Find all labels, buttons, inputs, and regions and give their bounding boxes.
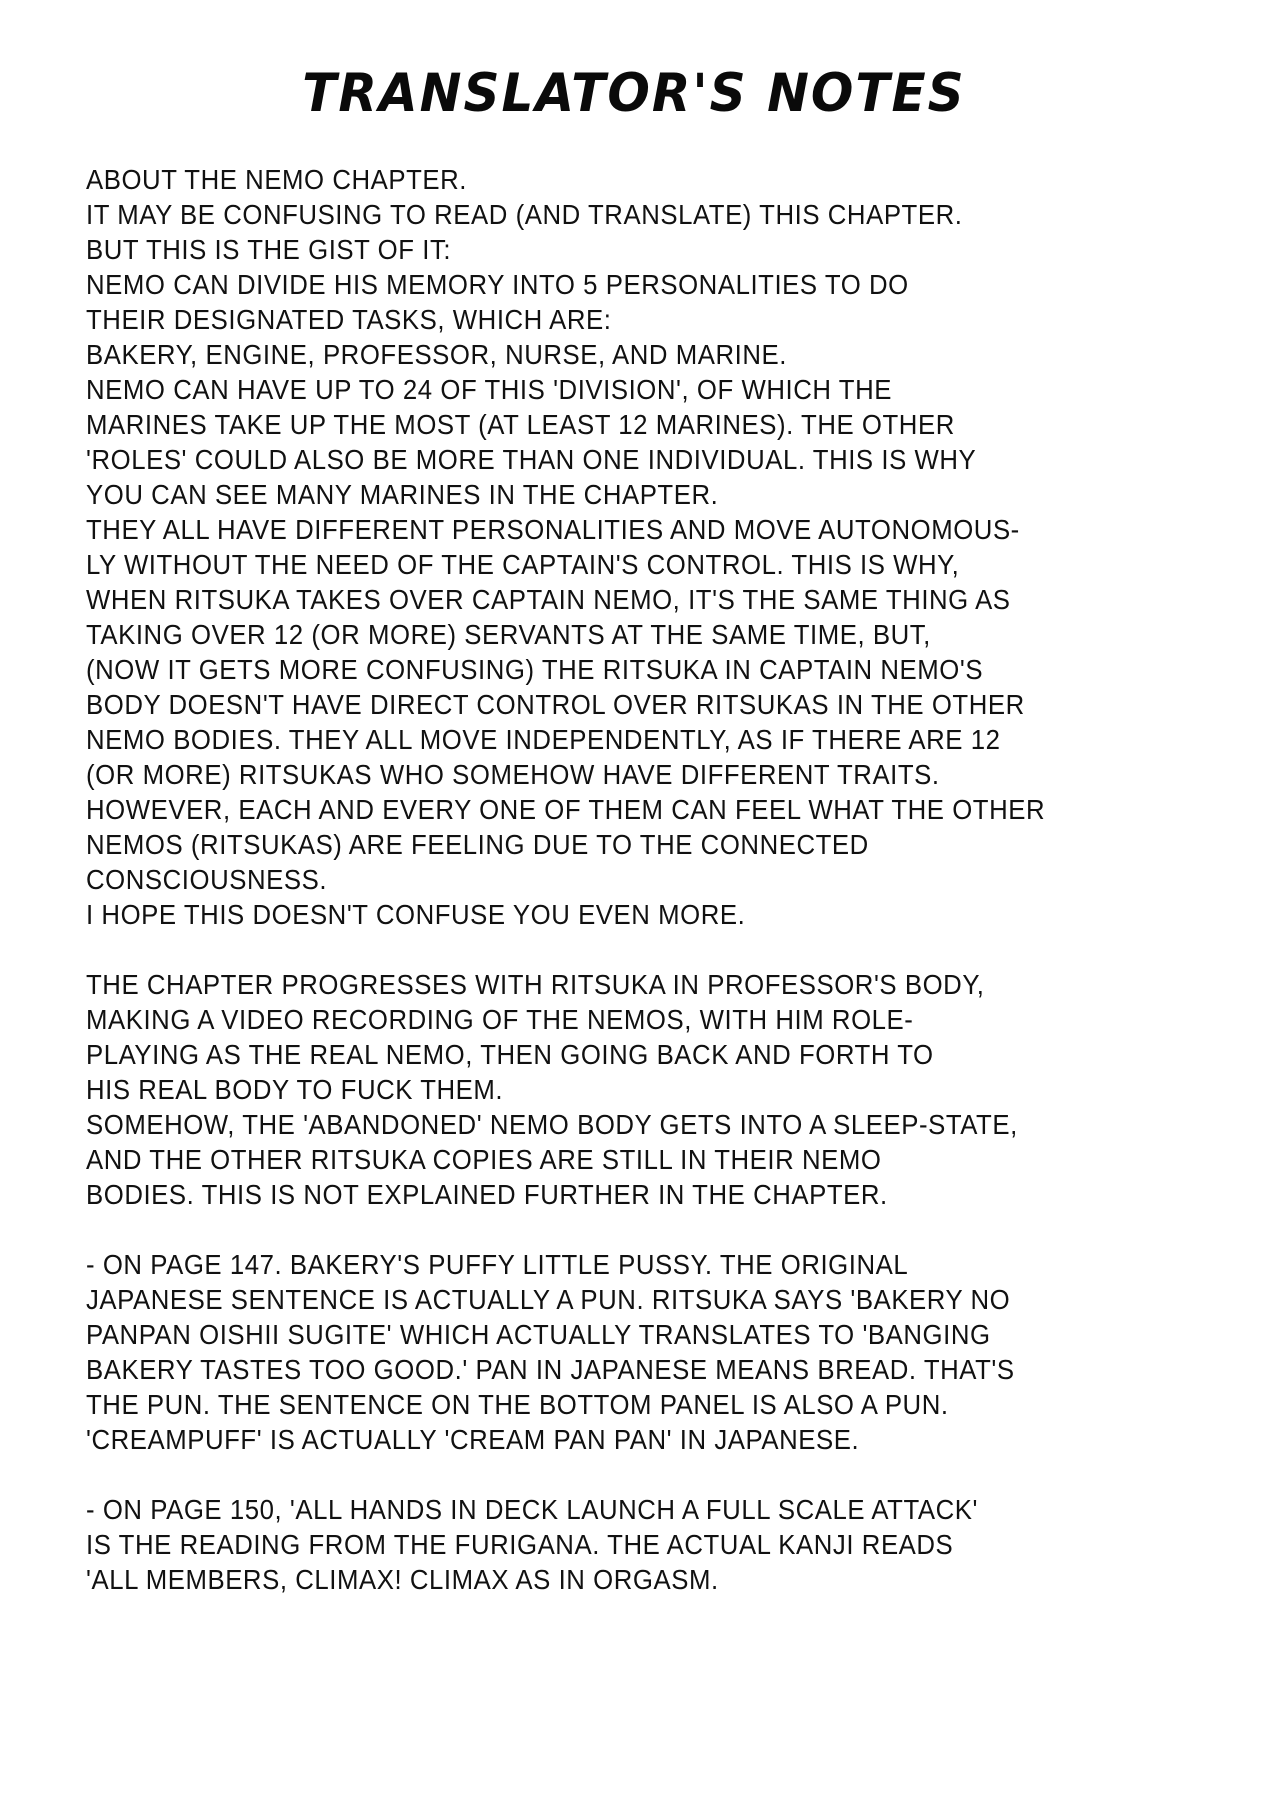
text-line: NEMO CAN DIVIDE HIS MEMORY INTO 5 PERSONALITIES TO DO: [86, 269, 909, 300]
section-nemo-overview: [86, 162, 1196, 932]
text-line: THE CHAPTER PROGRESSES WITH RITSUKA IN PROFESSOR'S BODY,: [86, 969, 985, 1000]
text-line: 'CREAMPUFF' IS ACTUALLY 'CREAM PAN PAN' IN JAPANESE.: [86, 1424, 860, 1455]
page-title: TRANSLATOR'S NOTES: [302, 62, 966, 124]
text-line: I HOPE THIS DOESN'T CONFUSE YOU EVEN MORE.: [86, 899, 746, 930]
text-line: (NOW IT GETS MORE CONFUSING) THE RITSUKA IN CAPTAIN NEMO'S: [86, 654, 984, 685]
text-line: BUT THIS IS THE GIST OF IT:: [86, 234, 452, 265]
section-page-150-note: [86, 1492, 1196, 1597]
text-line: PANPAN OISHII SUGITE' WHICH ACTUALLY TRANSLATES TO 'BANGING: [86, 1319, 991, 1350]
text-line: MARINES TAKE UP THE MOST (AT LEAST 12 MARINES). THE OTHER: [86, 409, 955, 440]
text-line: YOU CAN SEE MANY MARINES IN THE CHAPTER.: [86, 479, 719, 510]
text-line: NEMOS (RITSUKAS) ARE FEELING DUE TO THE CONNECTED: [86, 829, 869, 860]
text-line: HIS REAL BODY TO FUCK THEM.: [86, 1074, 504, 1105]
section-page-147-note: [86, 1247, 1196, 1457]
text-line: BODY DOESN'T HAVE DIRECT CONTROL OVER RITSUKAS IN THE OTHER: [86, 689, 1025, 720]
text-line: IS THE READING FROM THE FURIGANA. THE ACTUAL KANJI READS: [86, 1529, 954, 1560]
section-chapter-progression: [86, 967, 1196, 1212]
paragraph-spacer: [86, 1212, 1196, 1247]
text-line: THE PUN. THE SENTENCE ON THE BOTTOM PANEL IS ALSO A PUN.: [86, 1389, 949, 1420]
text-line: AND THE OTHER RITSUKA COPIES ARE STILL IN THEIR NEMO: [86, 1144, 882, 1175]
text-line: JAPANESE SENTENCE IS ACTUALLY A PUN. RITSUKA SAYS 'BAKERY NO: [86, 1284, 1011, 1315]
text-line: 'ROLES' COULD ALSO BE MORE THAN ONE INDIVIDUAL. THIS IS WHY: [86, 444, 977, 475]
text-line: HOWEVER, EACH AND EVERY ONE OF THEM CAN FEEL WHAT THE OTHER: [86, 794, 1046, 825]
text-line: SOMEHOW, THE 'ABANDONED' NEMO BODY GETS INTO A SLEEP-STATE,: [86, 1109, 1018, 1140]
text-line: THEY ALL HAVE DIFFERENT PERSONALITIES AND MOVE AUTONOMOUS-: [86, 514, 1020, 545]
text-line: BODIES. THIS IS NOT EXPLAINED FURTHER IN THE CHAPTER.: [86, 1179, 888, 1210]
text-line: - ON PAGE 147. BAKERY'S PUFFY LITTLE PUSSY. THE ORIGINAL: [86, 1249, 909, 1280]
text-line: - ON PAGE 150, 'ALL HANDS IN DECK LAUNCH A FULL SCALE ATTACK': [86, 1494, 978, 1525]
text-line: ABOUT THE NEMO CHAPTER.: [86, 164, 468, 195]
text-line: PLAYING AS THE REAL NEMO, THEN GOING BACK AND FORTH TO: [86, 1039, 934, 1070]
paragraph-spacer: [86, 932, 1196, 967]
text-line: WHEN RITSUKA TAKES OVER CAPTAIN NEMO, IT'S THE SAME THING AS: [86, 584, 1011, 615]
notes-body: [86, 162, 1196, 1597]
text-line: NEMO BODIES. THEY ALL MOVE INDEPENDENTLY, AS IF THERE ARE 12: [86, 724, 1001, 755]
text-line: BAKERY, ENGINE, PROFESSOR, NURSE, AND MARINE.: [86, 339, 787, 370]
text-line: (OR MORE) RITSUKAS WHO SOMEHOW HAVE DIFFERENT TRAITS.: [86, 759, 940, 790]
text-line: 'ALL MEMBERS, CLIMAX! CLIMAX AS IN ORGASM.: [86, 1564, 719, 1595]
text-line: IT MAY BE CONFUSING TO READ (AND TRANSLATE) THIS CHAPTER.: [86, 199, 963, 230]
text-line: CONSCIOUSNESS.: [86, 864, 328, 895]
text-line: THEIR DESIGNATED TASKS, WHICH ARE:: [86, 304, 612, 335]
paragraph-spacer: [86, 1457, 1196, 1492]
text-line: MAKING A VIDEO RECORDING OF THE NEMOS, WITH HIM ROLE-: [86, 1004, 914, 1035]
text-line: TAKING OVER 12 (OR MORE) SERVANTS AT THE SAME TIME, BUT,: [86, 619, 931, 650]
text-line: NEMO CAN HAVE UP TO 24 OF THIS 'DIVISION', OF WHICH THE: [86, 374, 892, 405]
text-line: BAKERY TASTES TOO GOOD.' PAN IN JAPANESE MEANS BREAD. THAT'S: [86, 1354, 1015, 1385]
text-line: LY WITHOUT THE NEED OF THE CAPTAIN'S CONTROL. THIS IS WHY,: [86, 549, 960, 580]
